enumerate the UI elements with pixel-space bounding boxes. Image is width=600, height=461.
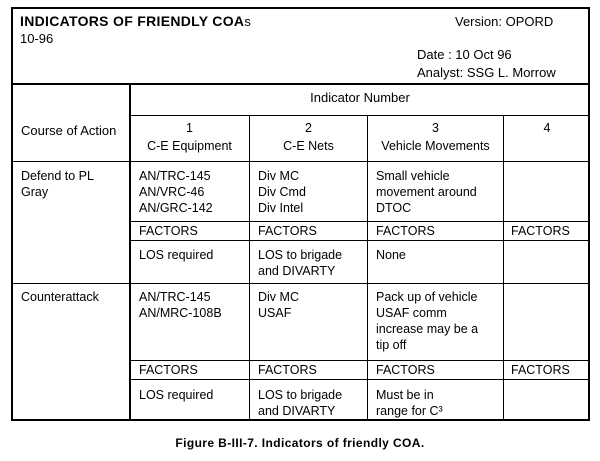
indicator-line: USAF comm bbox=[376, 306, 447, 320]
indicator-line: Div MC bbox=[258, 290, 299, 304]
indicator-line: AN/MRC-108B bbox=[139, 306, 222, 320]
column-label: Vehicle Movements bbox=[381, 139, 490, 153]
coa-row-1 bbox=[21, 168, 94, 200]
row2-factors-label-2: FACTORS bbox=[258, 363, 317, 377]
indicator-line: AN/GRC-142 bbox=[139, 201, 213, 215]
column-number: 4 bbox=[543, 121, 551, 135]
column-header-1 bbox=[130, 120, 249, 154]
date-text: Date : 10 Oct 96 bbox=[417, 47, 512, 62]
row1-indicator-3 bbox=[376, 168, 477, 216]
indicator-line: AN/TRC-145 bbox=[139, 290, 211, 304]
factor-line: LOS required bbox=[139, 388, 214, 402]
row2-factors-label-divider bbox=[130, 379, 590, 380]
col1-divider bbox=[249, 115, 250, 421]
factor-line: LOS to brigade bbox=[258, 388, 343, 402]
row1-factors-label-3: FACTORS bbox=[376, 224, 435, 238]
row1-factor-3 bbox=[376, 247, 406, 263]
indicator-line: USAF bbox=[258, 306, 292, 320]
header-divider bbox=[11, 83, 590, 85]
column-header-4 bbox=[504, 120, 590, 136]
factor-line: None bbox=[376, 248, 406, 262]
row1-factor-2 bbox=[258, 247, 342, 279]
row1-factors-label-1: FACTORS bbox=[139, 224, 198, 238]
indicator-line: AN/TRC-145 bbox=[139, 169, 211, 183]
column-label: C-E Nets bbox=[283, 139, 334, 153]
column-header-2 bbox=[250, 120, 367, 154]
column-header-3 bbox=[368, 120, 503, 154]
indicator-line: DTOC bbox=[376, 201, 412, 215]
column-number: 3 bbox=[432, 121, 439, 135]
row2-factor-2 bbox=[258, 387, 342, 419]
coa-header: Course of Action bbox=[21, 123, 117, 138]
row2-indicator-1 bbox=[139, 289, 222, 321]
coa-line: Gray bbox=[21, 185, 49, 199]
coa-line: Counterattack bbox=[21, 290, 99, 304]
indicator-line: Pack up of vehicle bbox=[376, 290, 478, 304]
document-subtitle: 10-96 bbox=[20, 31, 54, 46]
row1-factors-label-2: FACTORS bbox=[258, 224, 317, 238]
indicator-line: movement around bbox=[376, 185, 477, 199]
factor-line: LOS to brigade bbox=[258, 248, 343, 262]
version-text: Version: OPORD bbox=[455, 14, 554, 29]
figure-caption: Figure B-III-7. Indicators of friendly COA. bbox=[175, 436, 425, 450]
row1-factor-1 bbox=[139, 247, 213, 263]
document-title: INDICATORS OF FRIENDLY COAs bbox=[20, 13, 252, 29]
row2-factor-3 bbox=[376, 387, 443, 419]
indicator-header-divider bbox=[130, 115, 590, 116]
column-number: 2 bbox=[305, 121, 312, 135]
row2-factors-divider bbox=[130, 360, 590, 361]
row2-factors-label-4: FACTORS bbox=[511, 363, 570, 377]
factor-line: LOS required bbox=[139, 248, 214, 262]
indicator-number-header: Indicator Number bbox=[310, 90, 410, 105]
row1-factors-label-4: FACTORS bbox=[511, 224, 570, 238]
row1-factors-label-divider bbox=[130, 240, 590, 241]
row1-indicator-1 bbox=[139, 168, 213, 216]
analyst-text: Analyst: SSG L. Morrow bbox=[417, 65, 556, 80]
factor-line: range for C³ bbox=[376, 404, 443, 418]
indicator-line: Div Cmd bbox=[258, 185, 306, 199]
row2-factors-label-1: FACTORS bbox=[139, 363, 198, 377]
indicator-line: tip off bbox=[376, 338, 407, 352]
indicator-line: increase may be a bbox=[376, 322, 479, 336]
indicator-line: Div MC bbox=[258, 169, 299, 183]
indicator-line: Small vehicle bbox=[376, 169, 450, 183]
row1-indicator-2 bbox=[258, 168, 306, 216]
column-label: C-E Equipment bbox=[147, 139, 232, 153]
factor-line: and DIVARTY bbox=[258, 404, 336, 418]
row2-indicator-3 bbox=[376, 289, 478, 353]
coa-line: Defend to PL bbox=[21, 169, 94, 183]
factor-line: and DIVARTY bbox=[258, 264, 336, 278]
col3-divider bbox=[503, 115, 504, 421]
indicator-line: Div Intel bbox=[258, 201, 304, 215]
row2-factor-1 bbox=[139, 387, 213, 403]
row2-indicator-2 bbox=[258, 289, 299, 321]
coa-row-2 bbox=[21, 289, 99, 305]
factor-line: Must be in bbox=[376, 388, 434, 402]
row1-factors-divider bbox=[130, 221, 590, 222]
col2-divider bbox=[367, 115, 368, 421]
indicator-line: AN/VRC-46 bbox=[139, 185, 205, 199]
column-number: 1 bbox=[186, 121, 193, 135]
row2-factors-label-3: FACTORS bbox=[376, 363, 435, 377]
